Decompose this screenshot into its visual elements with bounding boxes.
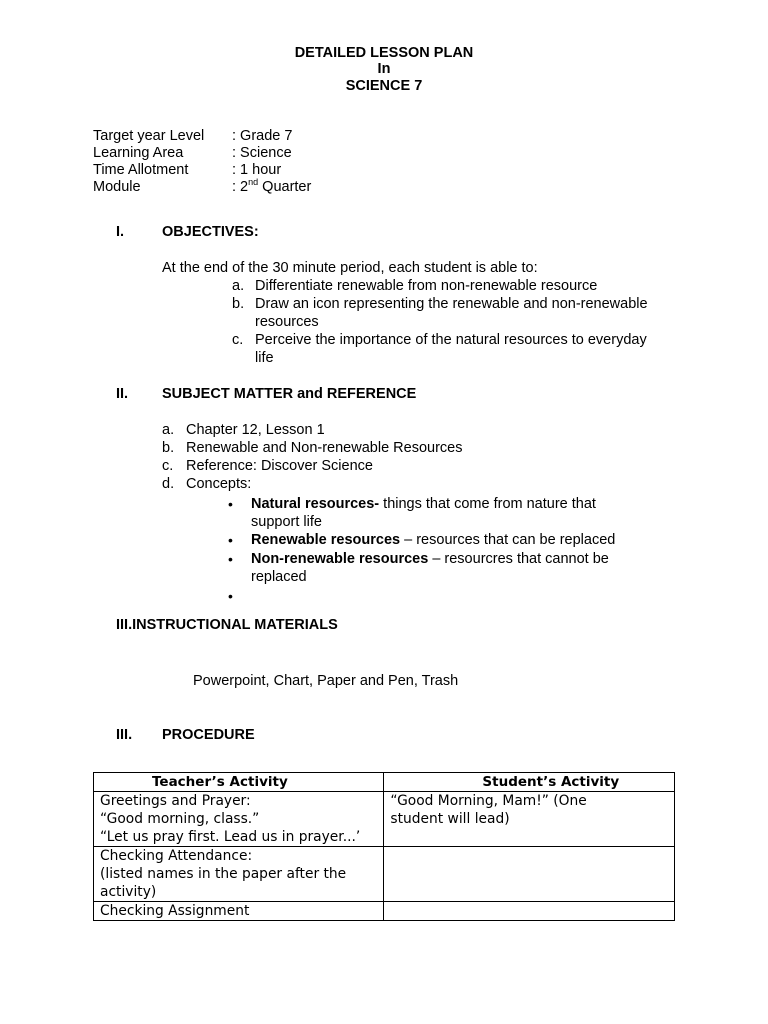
- doc-title-line2: In: [377, 61, 391, 77]
- concept-term: Renewable resources: [251, 532, 401, 548]
- procedure-numeral: III.: [116, 727, 133, 743]
- subject-marker: b.: [162, 440, 175, 456]
- bullet-icon: •: [228, 496, 233, 512]
- info-label: Time Allotment: [93, 162, 189, 178]
- cell-text: activity): [100, 884, 157, 900]
- cell-text: Greetings and Prayer:: [100, 793, 251, 809]
- cell-text: Checking Assignment: [100, 903, 250, 919]
- subject-item: Renewable and Non-renewable Resources: [186, 440, 463, 456]
- bullet-icon: •: [228, 551, 233, 567]
- table-header-row: [94, 773, 675, 792]
- objective-text: Perceive the importance of the natural resources to everyday: [255, 332, 647, 348]
- cell-text: (listed names in the paper after the: [100, 866, 347, 882]
- column-header-student: Student’s Activity: [384, 773, 675, 792]
- cell-text: “Good morning, class.”: [100, 811, 260, 827]
- concept-desc: – resourcres that cannot be: [428, 551, 609, 567]
- objectives-numeral: I.: [116, 224, 125, 240]
- procedure-table: [93, 772, 675, 921]
- table-row: [94, 902, 675, 921]
- table-row: [94, 792, 675, 847]
- cell-text: student will lead): [390, 811, 510, 827]
- student-cell: [384, 847, 675, 902]
- subject-marker: d.: [162, 476, 175, 492]
- teacher-cell: [94, 902, 384, 921]
- module-suffix: Quarter: [258, 179, 312, 195]
- info-value: : Grade 7: [232, 128, 293, 144]
- info-value: [232, 178, 311, 196]
- bullet-icon: •: [228, 532, 233, 548]
- cell-text: “Good Morning, Mam!” (One: [390, 793, 587, 809]
- info-value: : Science: [232, 145, 292, 161]
- info-label: Learning Area: [93, 145, 184, 161]
- materials-text: Powerpoint, Chart, Paper and Pen, Trash: [193, 673, 459, 689]
- subject-item: Concepts:: [186, 476, 252, 492]
- column-header-teacher: Teacher’s Activity: [94, 773, 384, 792]
- concept-line-cont: support life: [251, 514, 322, 530]
- teacher-cell: [94, 792, 384, 847]
- concept-desc: things that come from nature that: [379, 496, 596, 512]
- concept-line: [251, 531, 615, 549]
- bullet-icon: •: [228, 588, 233, 604]
- info-label: Module: [93, 179, 141, 195]
- doc-title-line1: DETAILED LESSON PLAN: [294, 45, 474, 61]
- concept-desc: – resources that can be replaced: [400, 532, 616, 548]
- materials-heading: III.INSTRUCTIONAL MATERIALS: [116, 617, 338, 633]
- objective-marker: c.: [232, 332, 244, 348]
- cell-text: Checking Attendance:: [100, 848, 253, 864]
- concept-term: Natural resources-: [251, 496, 380, 512]
- module-sup: nd: [248, 177, 259, 188]
- objectives-heading: OBJECTIVES:: [162, 224, 259, 240]
- objective-text: Differentiate renewable from non-renewable resource: [255, 278, 598, 294]
- objective-text-cont: life: [255, 350, 274, 366]
- table-row: [94, 847, 675, 902]
- concept-line: [251, 495, 596, 513]
- objective-text-cont: resources: [255, 314, 319, 330]
- concept-line: [251, 550, 609, 568]
- student-cell: [384, 902, 675, 921]
- objective-marker: b.: [232, 296, 245, 312]
- info-value: : 1 hour: [232, 162, 282, 178]
- objectives-intro: At the end of the 30 minute period, each student is able to:: [162, 260, 538, 276]
- teacher-cell: [94, 847, 384, 902]
- subject-item: Chapter 12, Lesson 1: [186, 422, 325, 438]
- module-prefix: : 2: [232, 179, 249, 195]
- subject-numeral: II.: [116, 386, 129, 402]
- subject-item: Reference: Discover Science: [186, 458, 373, 474]
- concept-term: Non-renewable resources: [251, 551, 429, 567]
- procedure-heading: PROCEDURE: [162, 727, 255, 743]
- cell-text: “Let us pray first. Lead us in prayer...’: [100, 829, 361, 845]
- subject-marker: c.: [162, 458, 174, 474]
- subject-marker: a.: [162, 422, 175, 438]
- doc-title-line3: SCIENCE 7: [345, 78, 423, 94]
- concept-line-cont: replaced: [251, 569, 307, 585]
- objective-text: Draw an icon representing the renewable and non-renewable: [255, 296, 648, 312]
- info-label: Target year Level: [93, 128, 205, 144]
- subject-heading: SUBJECT MATTER and REFERENCE: [162, 386, 417, 402]
- student-cell: [384, 792, 675, 847]
- objective-marker: a.: [232, 278, 245, 294]
